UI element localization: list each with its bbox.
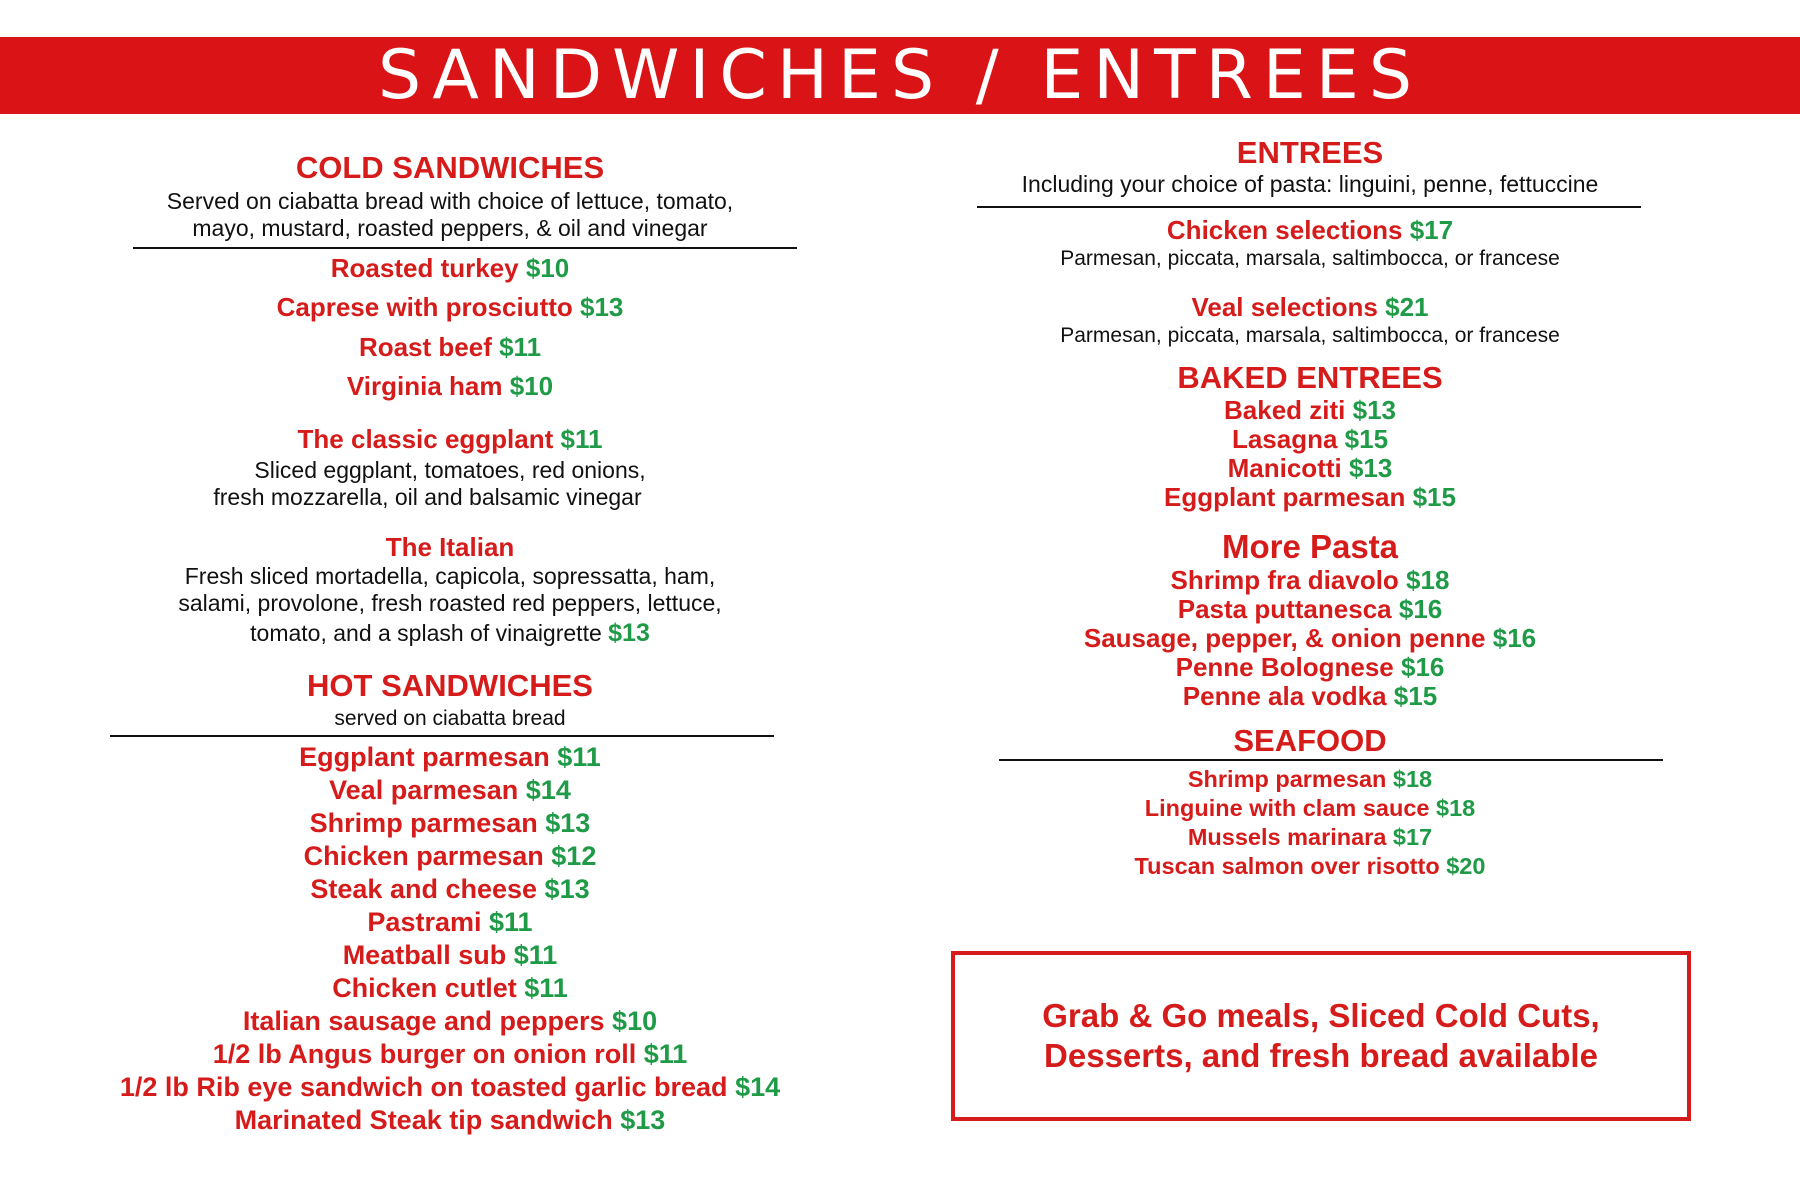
item-desc: Sliced eggplant, tomatoes, red onions,: [254, 456, 646, 483]
item-price: $11: [513, 939, 558, 970]
menu-item: [40, 906, 860, 939]
item-desc: Parmesan, piccata, marsala, saltimbocca, or francese: [1060, 247, 1560, 271]
item-price: $12: [551, 840, 597, 871]
item-name: Baked ziti: [1224, 395, 1346, 426]
menu-item: [945, 454, 1675, 483]
entrees-heading: ENTREES: [1236, 135, 1384, 170]
menu-item: [40, 873, 860, 906]
menu-item: [40, 328, 860, 368]
item-name: The classic eggplant: [297, 423, 554, 454]
item-price: $18: [1392, 765, 1433, 792]
item-name: Steak and cheese: [310, 873, 538, 904]
menu-item: [945, 653, 1675, 682]
item-name: 1/2 lb Rib eye sandwich on toasted garlic bread: [119, 1071, 728, 1102]
right-column: [945, 135, 1675, 881]
item-price: $21: [1385, 292, 1429, 323]
menu-item: [40, 1005, 860, 1038]
item-price: $20: [1446, 852, 1486, 879]
hot-sandwiches-desc: served on ciabatta bread: [334, 706, 566, 730]
menu-item: [40, 807, 860, 840]
item-price: $16: [1401, 651, 1445, 682]
item-name: 1/2 lb Angus burger on onion roll: [212, 1038, 637, 1069]
left-column: [40, 150, 860, 1137]
item-name: Roast beef: [358, 331, 492, 362]
menu-item: [945, 624, 1675, 653]
menu-item: [945, 396, 1675, 425]
baked-entrees-list: [945, 396, 1675, 512]
item-price: $17: [1392, 823, 1433, 850]
item-name: Linguine with clam sauce: [1144, 794, 1430, 821]
entrees-desc: Including your choice of pasta: linguini, penne, fettuccine: [1021, 170, 1599, 197]
menu-item: [40, 1104, 860, 1137]
item-desc: Parmesan, piccata, marsala, saltimbocca, or francese: [1060, 324, 1560, 348]
menu-item: [945, 765, 1675, 794]
baked-entrees-heading: BAKED ENTREES: [1177, 360, 1443, 396]
item-price: $17: [1409, 215, 1454, 246]
item-price: $13: [545, 807, 591, 838]
item-name: Manicotti: [1227, 453, 1342, 484]
item-name: Chicken cutlet: [332, 972, 517, 1003]
item-price: $11: [499, 331, 542, 362]
menu-item: [40, 1038, 860, 1071]
menu-item: [945, 852, 1675, 881]
item-price: $11: [557, 741, 601, 772]
item-name: Sausage, pepper, & onion penne: [1083, 622, 1486, 653]
item-price: $18: [1436, 794, 1476, 821]
seafood-list: [945, 765, 1675, 881]
item-price: $10: [525, 252, 570, 283]
item-name: Eggplant parmesan: [1164, 482, 1406, 513]
item-desc-text: tomato, and a splash of vinaigrette: [250, 619, 602, 646]
item-name: Chicken selections: [1166, 215, 1403, 246]
item-price: $15: [1412, 482, 1456, 513]
item-name: Eggplant parmesan: [299, 741, 550, 772]
item-name: Shrimp parmesan: [309, 807, 538, 838]
menu-item: [945, 595, 1675, 624]
item-price: $14: [525, 774, 571, 805]
item-name: Lasagna: [1231, 424, 1338, 455]
item-desc: fresh mozzarella, oil and balsamic vinegar: [213, 484, 642, 511]
notice-line1: Grab & Go meals, Sliced Cold Cuts,: [1042, 997, 1600, 1034]
seafood-divider: [999, 759, 1663, 761]
item-name: Pasta puttanesca: [1177, 593, 1392, 624]
item-price: $14: [735, 1071, 781, 1102]
menu-item: [40, 741, 860, 774]
menu-item: [945, 483, 1675, 512]
seafood-heading: SEAFOOD: [1233, 722, 1387, 758]
item-name: Penne ala vodka: [1182, 680, 1387, 711]
item-price: $13: [608, 618, 650, 647]
menu-item: [40, 533, 860, 563]
cold-sandwiches-desc-line1: Served on ciabatta bread with choice of lettuce, tomato,: [166, 187, 734, 214]
item-desc: salami, provolone, fresh roasted red peppers, lettuce,: [178, 590, 722, 617]
cold-sandwiches-heading: COLD SANDWICHES: [295, 150, 605, 185]
item-price: $15: [1344, 424, 1389, 455]
item-name: The Italian: [385, 531, 515, 562]
menu-item: [40, 840, 860, 873]
page-title: SANDWICHES / ENTREES: [377, 35, 1423, 115]
item-price: $16: [1398, 593, 1443, 624]
entrees-divider: [977, 206, 1641, 208]
item-price: $10: [509, 371, 554, 402]
menu-item: [40, 425, 860, 455]
item-name: Caprese with prosciutto: [276, 292, 573, 323]
menu-item: [945, 293, 1675, 323]
hot-sandwiches-heading: HOT SANDWICHES: [307, 667, 593, 703]
more-pasta-list: [945, 566, 1675, 711]
item-price: $11: [524, 972, 568, 1003]
item-name: Virginia ham: [346, 371, 503, 402]
menu-item: [40, 288, 860, 328]
menu-item: [945, 682, 1675, 711]
title-banner: [0, 37, 1800, 114]
item-price: $11: [560, 423, 603, 454]
menu-item: [945, 425, 1675, 454]
menu-item: [40, 249, 860, 289]
item-price: $13: [544, 873, 590, 904]
item-price: $15: [1393, 680, 1438, 711]
item-price: $13: [580, 292, 624, 323]
item-price: $11: [489, 906, 533, 937]
item-name: Italian sausage and peppers: [242, 1005, 605, 1036]
menu-item: [40, 939, 860, 972]
item-name: Chicken parmesan: [303, 840, 544, 871]
menu-item: [40, 972, 860, 1005]
item-price: $16: [1492, 622, 1537, 653]
item-name: Penne Bolognese: [1175, 651, 1394, 682]
menu-item: [40, 774, 860, 807]
menu-item: [945, 823, 1675, 852]
item-name: Roasted turkey: [330, 252, 519, 283]
item-price: $10: [612, 1005, 658, 1036]
menu-item: [945, 566, 1675, 595]
item-name: Veal selections: [1191, 292, 1378, 323]
item-name: Tuscan salmon over risotto: [1134, 852, 1440, 879]
menu-item: [40, 367, 860, 407]
grab-and-go-notice: [951, 951, 1691, 1121]
item-name: Shrimp parmesan: [1187, 765, 1387, 792]
menu-item: [40, 1071, 860, 1104]
item-price: $11: [643, 1038, 688, 1069]
item-name: Shrimp fra diavolo: [1170, 564, 1399, 595]
item-desc: [40, 618, 860, 648]
item-price: $18: [1406, 564, 1450, 595]
item-price: $13: [620, 1104, 666, 1135]
hot-divider: [110, 735, 774, 737]
item-name: Meatball sub: [342, 939, 507, 970]
item-desc: Fresh sliced mortadella, capicola, sopressatta, ham,: [184, 562, 716, 589]
menu-item: [945, 794, 1675, 823]
menu-item: [945, 216, 1675, 246]
hot-sandwiches-list: [40, 741, 860, 1137]
item-name: Mussels marinara: [1187, 823, 1387, 850]
item-name: Pastrami: [367, 906, 482, 937]
item-name: Marinated Steak tip sandwich: [234, 1104, 613, 1135]
item-price: $13: [1348, 453, 1393, 484]
item-name: Veal parmesan: [329, 774, 519, 805]
cold-sandwiches-desc-line2: mayo, mustard, roasted peppers, & oil and vinegar: [192, 215, 708, 242]
item-price: $13: [1352, 395, 1396, 426]
notice-line2: Desserts, and fresh bread available: [1044, 1037, 1598, 1074]
more-pasta-heading: More Pasta: [1221, 528, 1399, 566]
